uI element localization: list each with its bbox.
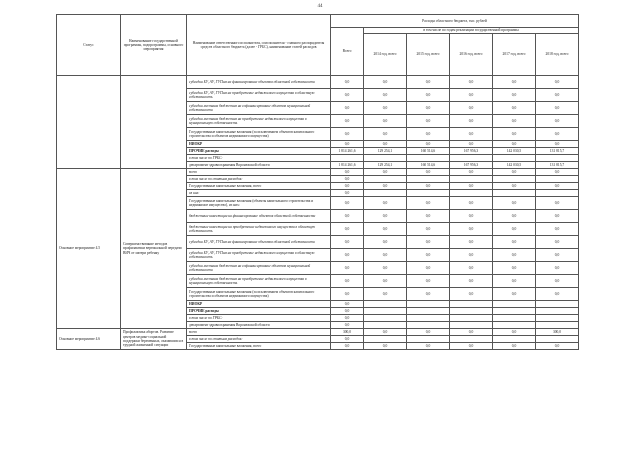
cell-year-value: 0,0 — [493, 197, 536, 210]
cell-year-value — [536, 190, 579, 197]
row-expense-name: НИОКР — [187, 141, 331, 148]
cell-total: 0,0 — [331, 262, 364, 275]
cell-year-value: 0,0 — [450, 236, 493, 249]
row-expense-name: субсидии местным бюджетам на приобретение недвижимого имущества в муниципальную собственность — [187, 275, 331, 288]
row-program — [121, 76, 187, 169]
cell-year-value: 0,0 — [493, 102, 536, 115]
cell-total: 0,0 — [331, 115, 364, 128]
cell-year-value — [536, 176, 579, 183]
cell-year-value — [493, 315, 536, 322]
cell-year-value — [407, 322, 450, 329]
cell-total: 1 814 261,6 — [331, 162, 364, 169]
cell-year-value: 0,0 — [450, 115, 493, 128]
cell-year-value: 0,0 — [536, 141, 579, 148]
cell-total: 0,0 — [331, 288, 364, 301]
cell-year-value: 0,0 — [493, 236, 536, 249]
page-number: 44 — [317, 4, 323, 9]
cell-year-value: 0,0 — [493, 89, 536, 102]
cell-year-value: 300,0 — [536, 329, 579, 336]
cell-year-value: 0,0 — [407, 288, 450, 301]
cell-year-value — [493, 301, 536, 308]
cell-year-value — [407, 176, 450, 183]
cell-year-value: 0,0 — [450, 329, 493, 336]
cell-year-value — [407, 155, 450, 162]
cell-total: 0,0 — [331, 236, 364, 249]
cell-year-value — [407, 315, 450, 322]
cell-year-value: 0,0 — [364, 210, 407, 223]
cell-year-value: 0,0 — [493, 169, 536, 176]
cell-year-value: 0,0 — [493, 262, 536, 275]
row-expense-name: в том числе по ГРБС: — [187, 315, 331, 322]
row-status — [57, 76, 121, 169]
cell-year-value — [536, 308, 579, 315]
cell-year-value: 0,0 — [407, 141, 450, 148]
cell-year-value — [364, 336, 407, 343]
cell-year-value: 0,0 — [450, 183, 493, 190]
cell-year-value: 0,0 — [493, 115, 536, 128]
cell-year-value: 0,0 — [364, 275, 407, 288]
cell-year-value — [450, 336, 493, 343]
row-status: Основное мероприятие 4.6 — [57, 329, 121, 350]
cell-year-value: 0,0 — [536, 115, 579, 128]
header-status: Статус — [57, 15, 121, 76]
row-expense-name: Государственные капитальные вложения, всего — [187, 183, 331, 190]
cell-year-value: 0,0 — [364, 223, 407, 236]
row-expense-name: субсидии местным бюджетам на приобретение недвижимого имущества в муниципальную собственность — [187, 115, 331, 128]
row-expense-name: субсидии БУ, АУ, ГУПам на финансирование объектов областной собственности — [187, 76, 331, 89]
cell-year-value: 0,0 — [364, 169, 407, 176]
cell-year-value: 0,0 — [493, 76, 536, 89]
cell-year-value: 0,0 — [407, 183, 450, 190]
cell-year-value — [450, 308, 493, 315]
cell-total: 0,0 — [331, 169, 364, 176]
cell-year-value: 131 815,7 — [536, 148, 579, 155]
cell-year-value: 0,0 — [364, 329, 407, 336]
row-expense-name: субсидии БУ, АУ, ГУПам на приобретение недвижимого имущества в областную собственность — [187, 249, 331, 262]
header-year: 2014 год, всего — [364, 34, 407, 76]
table-row — [57, 329, 579, 336]
cell-year-value: 0,0 — [450, 262, 493, 275]
cell-year-value: 0,0 — [493, 183, 536, 190]
cell-year-value: 0,0 — [493, 141, 536, 148]
cell-year-value — [450, 301, 493, 308]
cell-year-value: 0,0 — [450, 76, 493, 89]
cell-year-value — [493, 155, 536, 162]
cell-total: 0,0 — [331, 76, 364, 89]
cell-year-value — [536, 322, 579, 329]
cell-year-value: 0,0 — [450, 210, 493, 223]
cell-year-value: 0,0 — [450, 102, 493, 115]
cell-year-value: 0,0 — [536, 169, 579, 176]
row-program: Совершенствование методов профилактики вертикальной передачи ВИЧ от матери ребенку — [121, 169, 187, 329]
header-total: Всего — [331, 28, 364, 76]
cell-year-value: 142 030,5 — [493, 148, 536, 155]
cell-year-value: 0,0 — [364, 262, 407, 275]
cell-total: 1 814 261,6 — [331, 148, 364, 155]
row-status: Основное мероприятие 4.5 — [57, 169, 121, 329]
cell-year-value — [407, 301, 450, 308]
cell-year-value: 0,0 — [450, 275, 493, 288]
cell-year-value — [493, 176, 536, 183]
cell-year-value: 0,0 — [407, 76, 450, 89]
cell-year-value: 167 956,3 — [450, 148, 493, 155]
row-expense-name: ПРОЧИЕ расходы — [187, 308, 331, 315]
cell-year-value: 0,0 — [493, 275, 536, 288]
cell-year-value: 0,0 — [407, 343, 450, 350]
cell-year-value: 0,0 — [536, 197, 579, 210]
header-expenses: Расходы областного бюджета, тыс. рублей — [331, 15, 579, 28]
row-expense-name: субсидии БУ, АУ, ГУПам на приобретение недвижимого имущества в областную собственность — [187, 89, 331, 102]
cell-year-value: 0,0 — [364, 183, 407, 190]
cell-year-value: 0,0 — [536, 262, 579, 275]
cell-year-value: 0,0 — [450, 343, 493, 350]
cell-total: 0,0 — [331, 102, 364, 115]
cell-year-value: 0,0 — [536, 223, 579, 236]
cell-total: 0,0 — [331, 249, 364, 262]
cell-year-value: 0,0 — [364, 141, 407, 148]
cell-year-value: 0,0 — [364, 249, 407, 262]
cell-year-value: 0,0 — [407, 169, 450, 176]
budget-table — [56, 14, 579, 350]
cell-year-value: 0,0 — [450, 197, 493, 210]
row-expense-name: Государственные капитальные вложения, всего — [187, 343, 331, 350]
cell-year-value: 160 514,6 — [407, 162, 450, 169]
cell-year-value: 0,0 — [407, 115, 450, 128]
cell-year-value: 0,0 — [450, 89, 493, 102]
cell-total: 0,0 — [331, 210, 364, 223]
cell-year-value — [407, 336, 450, 343]
cell-year-value — [407, 308, 450, 315]
cell-year-value: 0,0 — [364, 115, 407, 128]
row-expense-name: в том числе по ГРБС: — [187, 155, 331, 162]
cell-year-value: 0,0 — [493, 329, 536, 336]
cell-total: 0,0 — [331, 141, 364, 148]
cell-year-value — [407, 190, 450, 197]
cell-total: 0,0 — [331, 190, 364, 197]
table-row — [57, 76, 579, 89]
cell-total: 0,0 — [331, 343, 364, 350]
cell-total: 0,0 — [331, 128, 364, 141]
cell-year-value: 0,0 — [364, 197, 407, 210]
row-expense-name: департамент здравоохранения Воронежской области — [187, 322, 331, 329]
cell-year-value: 0,0 — [364, 102, 407, 115]
cell-year-value — [536, 155, 579, 162]
cell-year-value: 0,0 — [364, 236, 407, 249]
cell-year-value — [364, 155, 407, 162]
row-program: Профилактика абортов. Развитие центров медико-социальной поддержки беременных, оказавшихся в трудной жизненной ситуации — [121, 329, 187, 350]
cell-year-value — [364, 322, 407, 329]
cell-year-value: 0,0 — [364, 128, 407, 141]
cell-year-value: 0,0 — [493, 249, 536, 262]
cell-year-value: 129 254,1 — [364, 162, 407, 169]
cell-year-value: 0,0 — [407, 197, 450, 210]
cell-year-value: 0,0 — [493, 288, 536, 301]
cell-year-value — [364, 308, 407, 315]
cell-year-value: 0,0 — [536, 76, 579, 89]
cell-total: 0,0 — [331, 183, 364, 190]
header-year: 2017 год, всего — [493, 34, 536, 76]
cell-year-value — [364, 190, 407, 197]
cell-year-value: 0,0 — [364, 343, 407, 350]
cell-year-value: 131 815,7 — [536, 162, 579, 169]
cell-total: 300,0 — [331, 329, 364, 336]
cell-year-value: 0,0 — [450, 249, 493, 262]
cell-year-value: 0,0 — [493, 343, 536, 350]
cell-year-value: 0,0 — [450, 128, 493, 141]
cell-year-value: 0,0 — [364, 288, 407, 301]
row-expense-name: бюджетные инвестиции на финансирование объектов областной собственности — [187, 210, 331, 223]
row-expense-name: НИОКР — [187, 301, 331, 308]
cell-year-value: 0,0 — [536, 89, 579, 102]
cell-year-value: 0,0 — [536, 249, 579, 262]
cell-year-value — [364, 176, 407, 183]
cell-year-value — [493, 308, 536, 315]
row-expense-name: всего — [187, 329, 331, 336]
header-year: 2018 год, всего — [536, 34, 579, 76]
cell-year-value: 0,0 — [450, 141, 493, 148]
cell-year-value: 142 030,5 — [493, 162, 536, 169]
cell-year-value: 0,0 — [536, 288, 579, 301]
cell-year-value: 0,0 — [536, 128, 579, 141]
cell-year-value — [450, 315, 493, 322]
cell-year-value: 0,0 — [450, 288, 493, 301]
cell-year-value: 0,0 — [407, 128, 450, 141]
cell-year-value: 0,0 — [536, 236, 579, 249]
table-row — [57, 169, 579, 176]
cell-year-value: 0,0 — [493, 128, 536, 141]
row-expense-name: всего — [187, 169, 331, 176]
row-expense-name: субсидии местным бюджетам на софинансирование объектов муниципальной собственности — [187, 262, 331, 275]
cell-year-value — [493, 322, 536, 329]
row-expense-name: из них: — [187, 190, 331, 197]
cell-year-value: 0,0 — [536, 102, 579, 115]
cell-year-value: 0,0 — [407, 89, 450, 102]
cell-year-value: 0,0 — [536, 343, 579, 350]
cell-year-value: 0,0 — [364, 89, 407, 102]
cell-total: 0,0 — [331, 176, 364, 183]
cell-year-value: 0,0 — [536, 275, 579, 288]
cell-total: 0,0 — [331, 308, 364, 315]
cell-year-value: 0,0 — [493, 210, 536, 223]
cell-year-value — [450, 176, 493, 183]
cell-year-value: 0,0 — [407, 329, 450, 336]
row-expense-name: в том числе по статьям расходов: — [187, 176, 331, 183]
header-year: 2015 год, всего — [407, 34, 450, 76]
cell-year-value: 160 514,6 — [407, 148, 450, 155]
cell-year-value: 0,0 — [450, 169, 493, 176]
row-expense-name: в том числе по статьям расходов: — [187, 336, 331, 343]
cell-year-value: 0,0 — [364, 76, 407, 89]
cell-year-value — [450, 322, 493, 329]
cell-year-value: 0,0 — [407, 262, 450, 275]
table-body — [57, 76, 579, 350]
cell-year-value — [493, 336, 536, 343]
header-by-year: в том числе по годам реализации государственной программы — [364, 28, 579, 34]
cell-year-value: 0,0 — [450, 223, 493, 236]
cell-year-value — [364, 301, 407, 308]
cell-total: 0,0 — [331, 315, 364, 322]
cell-total: 0,0 — [331, 322, 364, 329]
cell-year-value — [536, 336, 579, 343]
cell-year-value: 0,0 — [407, 236, 450, 249]
cell-year-value: 0,0 — [407, 102, 450, 115]
cell-year-value: 0,0 — [536, 210, 579, 223]
header-program: Наименование государственной программы, подпрограммы, основного мероприятия — [121, 15, 187, 76]
cell-year-value: 129 254,1 — [364, 148, 407, 155]
row-expense-name: ПРОЧИЕ расходы — [187, 148, 331, 155]
row-expense-name: Государственные капитальные вложения (объекты капитального строительства и недвижимое имущество), из них: — [187, 197, 331, 210]
header-year: 2016 год, всего — [450, 34, 493, 76]
cell-year-value — [536, 315, 579, 322]
row-expense-name: субсидии местным бюджетам на софинансирование объектов муниципальной собственности — [187, 102, 331, 115]
cell-year-value — [364, 315, 407, 322]
cell-year-value: 0,0 — [407, 249, 450, 262]
cell-year-value: 0,0 — [493, 223, 536, 236]
cell-year-value: 0,0 — [407, 275, 450, 288]
cell-year-value — [493, 190, 536, 197]
cell-year-value: 0,0 — [407, 210, 450, 223]
cell-year-value: 0,0 — [407, 223, 450, 236]
cell-year-value: 167 956,3 — [450, 162, 493, 169]
header-responsible: Наименование ответственного исполнителя, соисполнителя - главного распорядителя средств областного бюджета (далее - ГРБС), наименование статей расходов — [187, 15, 331, 76]
cell-total: 0,0 — [331, 89, 364, 102]
cell-total: 0,0 — [331, 197, 364, 210]
row-expense-name: Государственные капитальные вложения (за исключением объектов капитального строительства и объектов недвижимого имущества) — [187, 288, 331, 301]
row-expense-name: департамент здравоохранения Воронежской области — [187, 162, 331, 169]
cell-total: 0,0 — [331, 336, 364, 343]
cell-total: 0,0 — [331, 301, 364, 308]
cell-total: 0,0 — [331, 275, 364, 288]
cell-total — [331, 155, 364, 162]
cell-year-value — [536, 301, 579, 308]
cell-year-value — [450, 190, 493, 197]
row-expense-name: бюджетные инвестиции на приобретение недвижимого имущества в областную собственность — [187, 223, 331, 236]
row-expense-name: Государственные капитальные вложения (за исключением объектов капитального строительства и объектов недвижимого имущества) — [187, 128, 331, 141]
cell-year-value — [450, 155, 493, 162]
cell-total: 0,0 — [331, 223, 364, 236]
cell-year-value: 0,0 — [536, 183, 579, 190]
row-expense-name: субсидии БУ, АУ, ГУПам на финансирование объектов областной собственности — [187, 236, 331, 249]
